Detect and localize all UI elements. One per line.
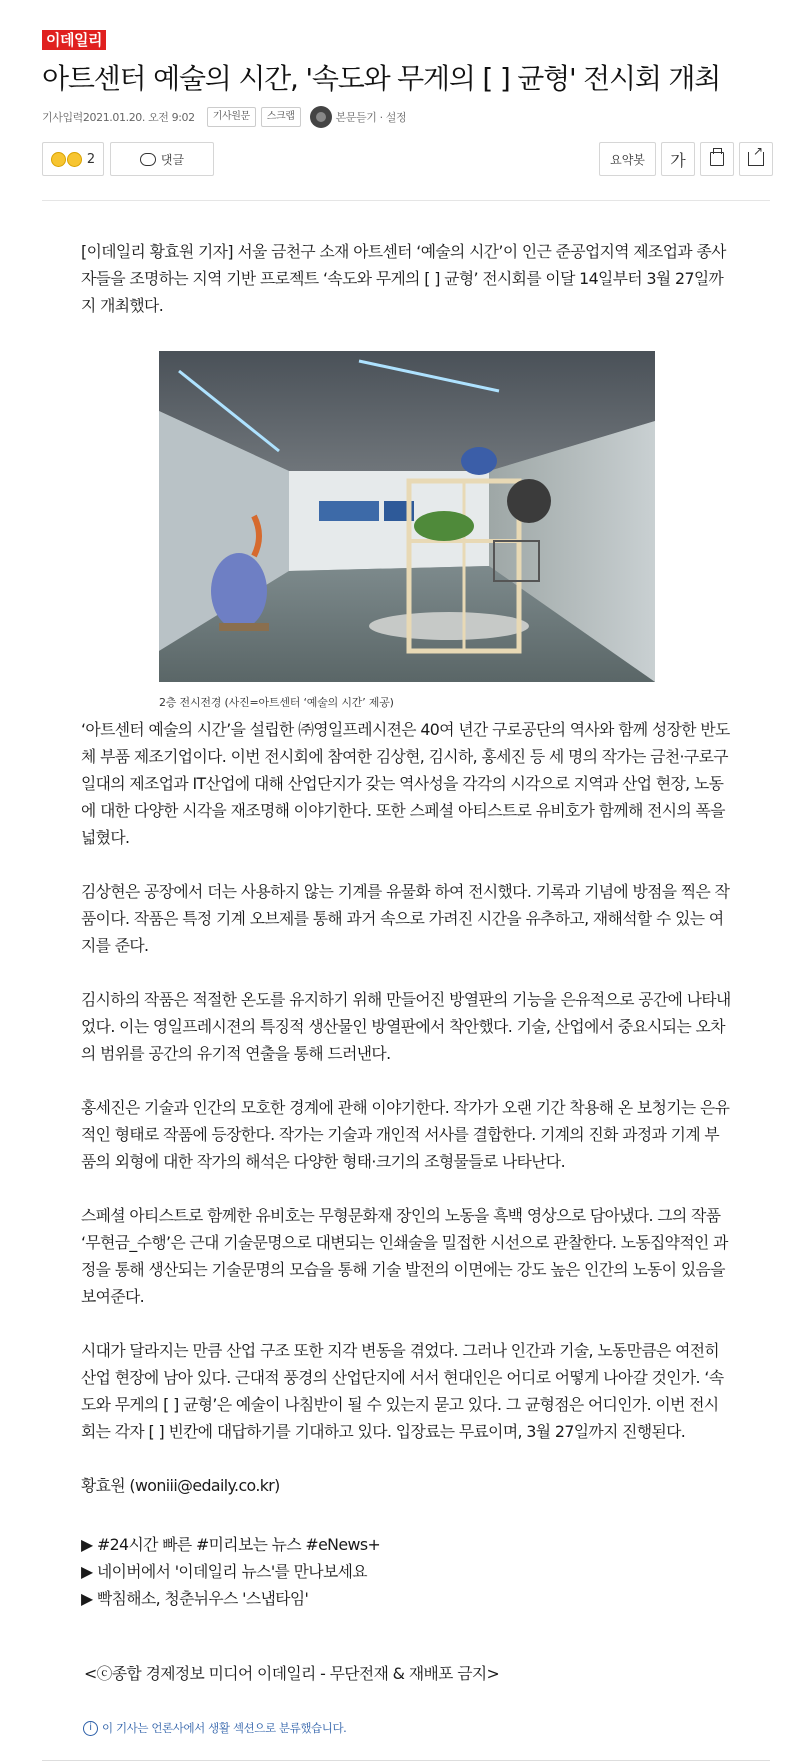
reaction-count: 2 xyxy=(86,151,96,167)
exhibition-photo[interactable] xyxy=(159,351,655,682)
share-icon xyxy=(748,152,764,166)
copyright-notice: <ⓒ종합 경제정보 미디어 이데일리 - 무단전재 & 재배포 금지> xyxy=(84,1664,500,1683)
section-info-text: 이 기사는 언론사에서 생활 섹션으로 분류했습니다. xyxy=(102,1721,347,1735)
summary-bot-button[interactable]: 요약봇 xyxy=(599,142,656,176)
speaker-icon xyxy=(310,106,332,128)
comment-button[interactable] xyxy=(110,142,214,176)
listen-button[interactable] xyxy=(310,106,407,128)
print-button[interactable] xyxy=(700,142,734,176)
article-paragraph: 김상현은 공장에서 더는 사용하지 않는 기계를 유물화 하여 전시했다. 기록과 기념에 방점을 찍은 작품이다. 작품은 특정 기계 오브제를 통해 과거 속으로 가려진 시간을 유추하고, 재해석할 수 있는 여지를 준다. xyxy=(81,882,730,955)
article-byline: 황효원 (woniii@edaily.co.kr) xyxy=(81,1476,280,1495)
comment-bubble-icon xyxy=(140,153,156,166)
info-icon: i xyxy=(83,1721,98,1736)
laugh-emoji-icon xyxy=(67,152,82,167)
article-paragraph: 김시하의 작품은 적절한 온도를 유지하기 위해 만들어진 방열판의 기능을 은유적으로 공간에 나타내었다. 이는 영일프레시젼의 특징적 생산물인 방열판에서 착안했다. 기술, 산업에서 중요시되는 오차의 범위를 공간의 유기적 연출을 통해 드러낸다. xyxy=(81,990,731,1063)
promo-link[interactable]: ▶ 빡침해소, 청춘뉘우스 '스냅타임' xyxy=(81,1589,309,1608)
exhibition-photo-image xyxy=(159,351,655,682)
article-date: 기사입력2021.01.20. 오전 9:02 xyxy=(42,111,195,124)
edaily-logo[interactable]: 이데일리 xyxy=(42,30,106,50)
smile-emoji-icon xyxy=(51,152,66,167)
reaction-button[interactable] xyxy=(42,142,104,176)
article-meta xyxy=(42,106,406,128)
article-paragraph: 홍세진은 기술과 인간의 모호한 경계에 관해 이야기한다. 작가가 오랜 기간 착용해 온 보청기는 은유적인 형태로 작품에 등장한다. 작가는 기술과 개인적 서사를 결합한다. 기계의 진화 과정과 기계 부품의 외형에 대한 작가의 해석은 다양한 형태·크기의 조형물들로 나타난다. xyxy=(81,1098,730,1171)
original-article-button[interactable]: 기사원문 xyxy=(207,107,256,127)
article-toolbar xyxy=(42,142,770,176)
article-paragraph: [이데일리 황효원 기자] 서울 금천구 소재 아트센터 ‘예술의 시간’이 인근 준공업지역 제조업과 종사자들을 조명하는 지역 기반 프로젝트 ‘속도와 무게의 [ ] 균형’ 전시회를 이달 14일부터 3월 27일까지 개최했다. xyxy=(81,242,726,315)
promo-link[interactable]: ▶ 네이버에서 '이데일리 뉴스'를 만나보세요 xyxy=(81,1562,367,1581)
article-paragraph: 시대가 달라지는 만큼 산업 구조 또한 지각 변동을 겪었다. 그러나 인간과 기술, 노동만큼은 여전히 산업 현장에 남아 있다. 근대적 풍경의 산업단지에 서서 현대인은 어디로 어떻게 나아갈 것인가. ‘속도와 무게의 [ ] 균형’은 예술이 나침반이 될 수 있는지 묻고 있다. 그 균형점은 어디인가. 이번 전시회는 각자 [ ] 빈칸에 대답하기를 기대하고 있다. 입장료는 무료이며, 3월 27일까지 진행된다. xyxy=(81,1341,724,1441)
article-title: 아트센터 예술의 시간, '속도와 무게의 [ ] 균형' 전시회 개최 xyxy=(42,62,721,95)
font-size-button[interactable]: 가 xyxy=(661,142,695,176)
photo-caption: 2층 전시전경 (사진=아트센터 ‘예술의 시간’ 제공) xyxy=(159,696,394,709)
scrap-button[interactable]: 스크랩 xyxy=(261,107,301,127)
promo-link[interactable]: ▶ #24시간 빠른 #미리보는 뉴스 #eNews+ xyxy=(81,1535,381,1554)
promo-links xyxy=(81,1531,380,1612)
footer-divider xyxy=(42,1760,770,1761)
share-button[interactable] xyxy=(739,142,773,176)
article-paragraph: ‘아트센터 예술의 시간’을 설립한 ㈜영일프레시젼은 40여 년간 구로공단의 역사와 함께 성장한 반도체 부품 제조기업이다. 이번 전시회에 참여한 김상현, 김시하, 홍세진 등 세 명의 작가는 금천·구로구 일대의 제조업과 IT산업에 대해 산업단지가 갖는 역사성을 각각의 시각으로 지역과 산업 현장, 노동에 대한 다양한 시각을 재조명해 이야기한다. 또한 스페셜 아티스트로 유비호가 함께해 전시의 폭을 넓혔다. xyxy=(81,720,730,847)
comment-label: 댓글 xyxy=(160,152,185,167)
section-info[interactable] xyxy=(83,1720,346,1736)
listen-label: 본문듣기 · 설정 xyxy=(335,111,407,124)
article-paragraph: 스페셜 아티스트로 함께한 유비호는 무형문화재 장인의 노동을 흑백 영상으로 담아냈다. 그의 작품 ‘무현금_수행’은 근대 기술문명으로 대변되는 인쇄술을 밀접한 시선으로 관찰한다. 노동집약적인 과정을 통해 생산되는 기술문명의 모습을 통해 기술 발전의 이면에는 강도 높은 인간의 노동이 있음을 보여준다. xyxy=(81,1206,728,1306)
article-body xyxy=(81,238,732,319)
article-body-continued xyxy=(81,716,732,1499)
print-icon xyxy=(710,152,724,166)
header-divider xyxy=(42,200,770,201)
